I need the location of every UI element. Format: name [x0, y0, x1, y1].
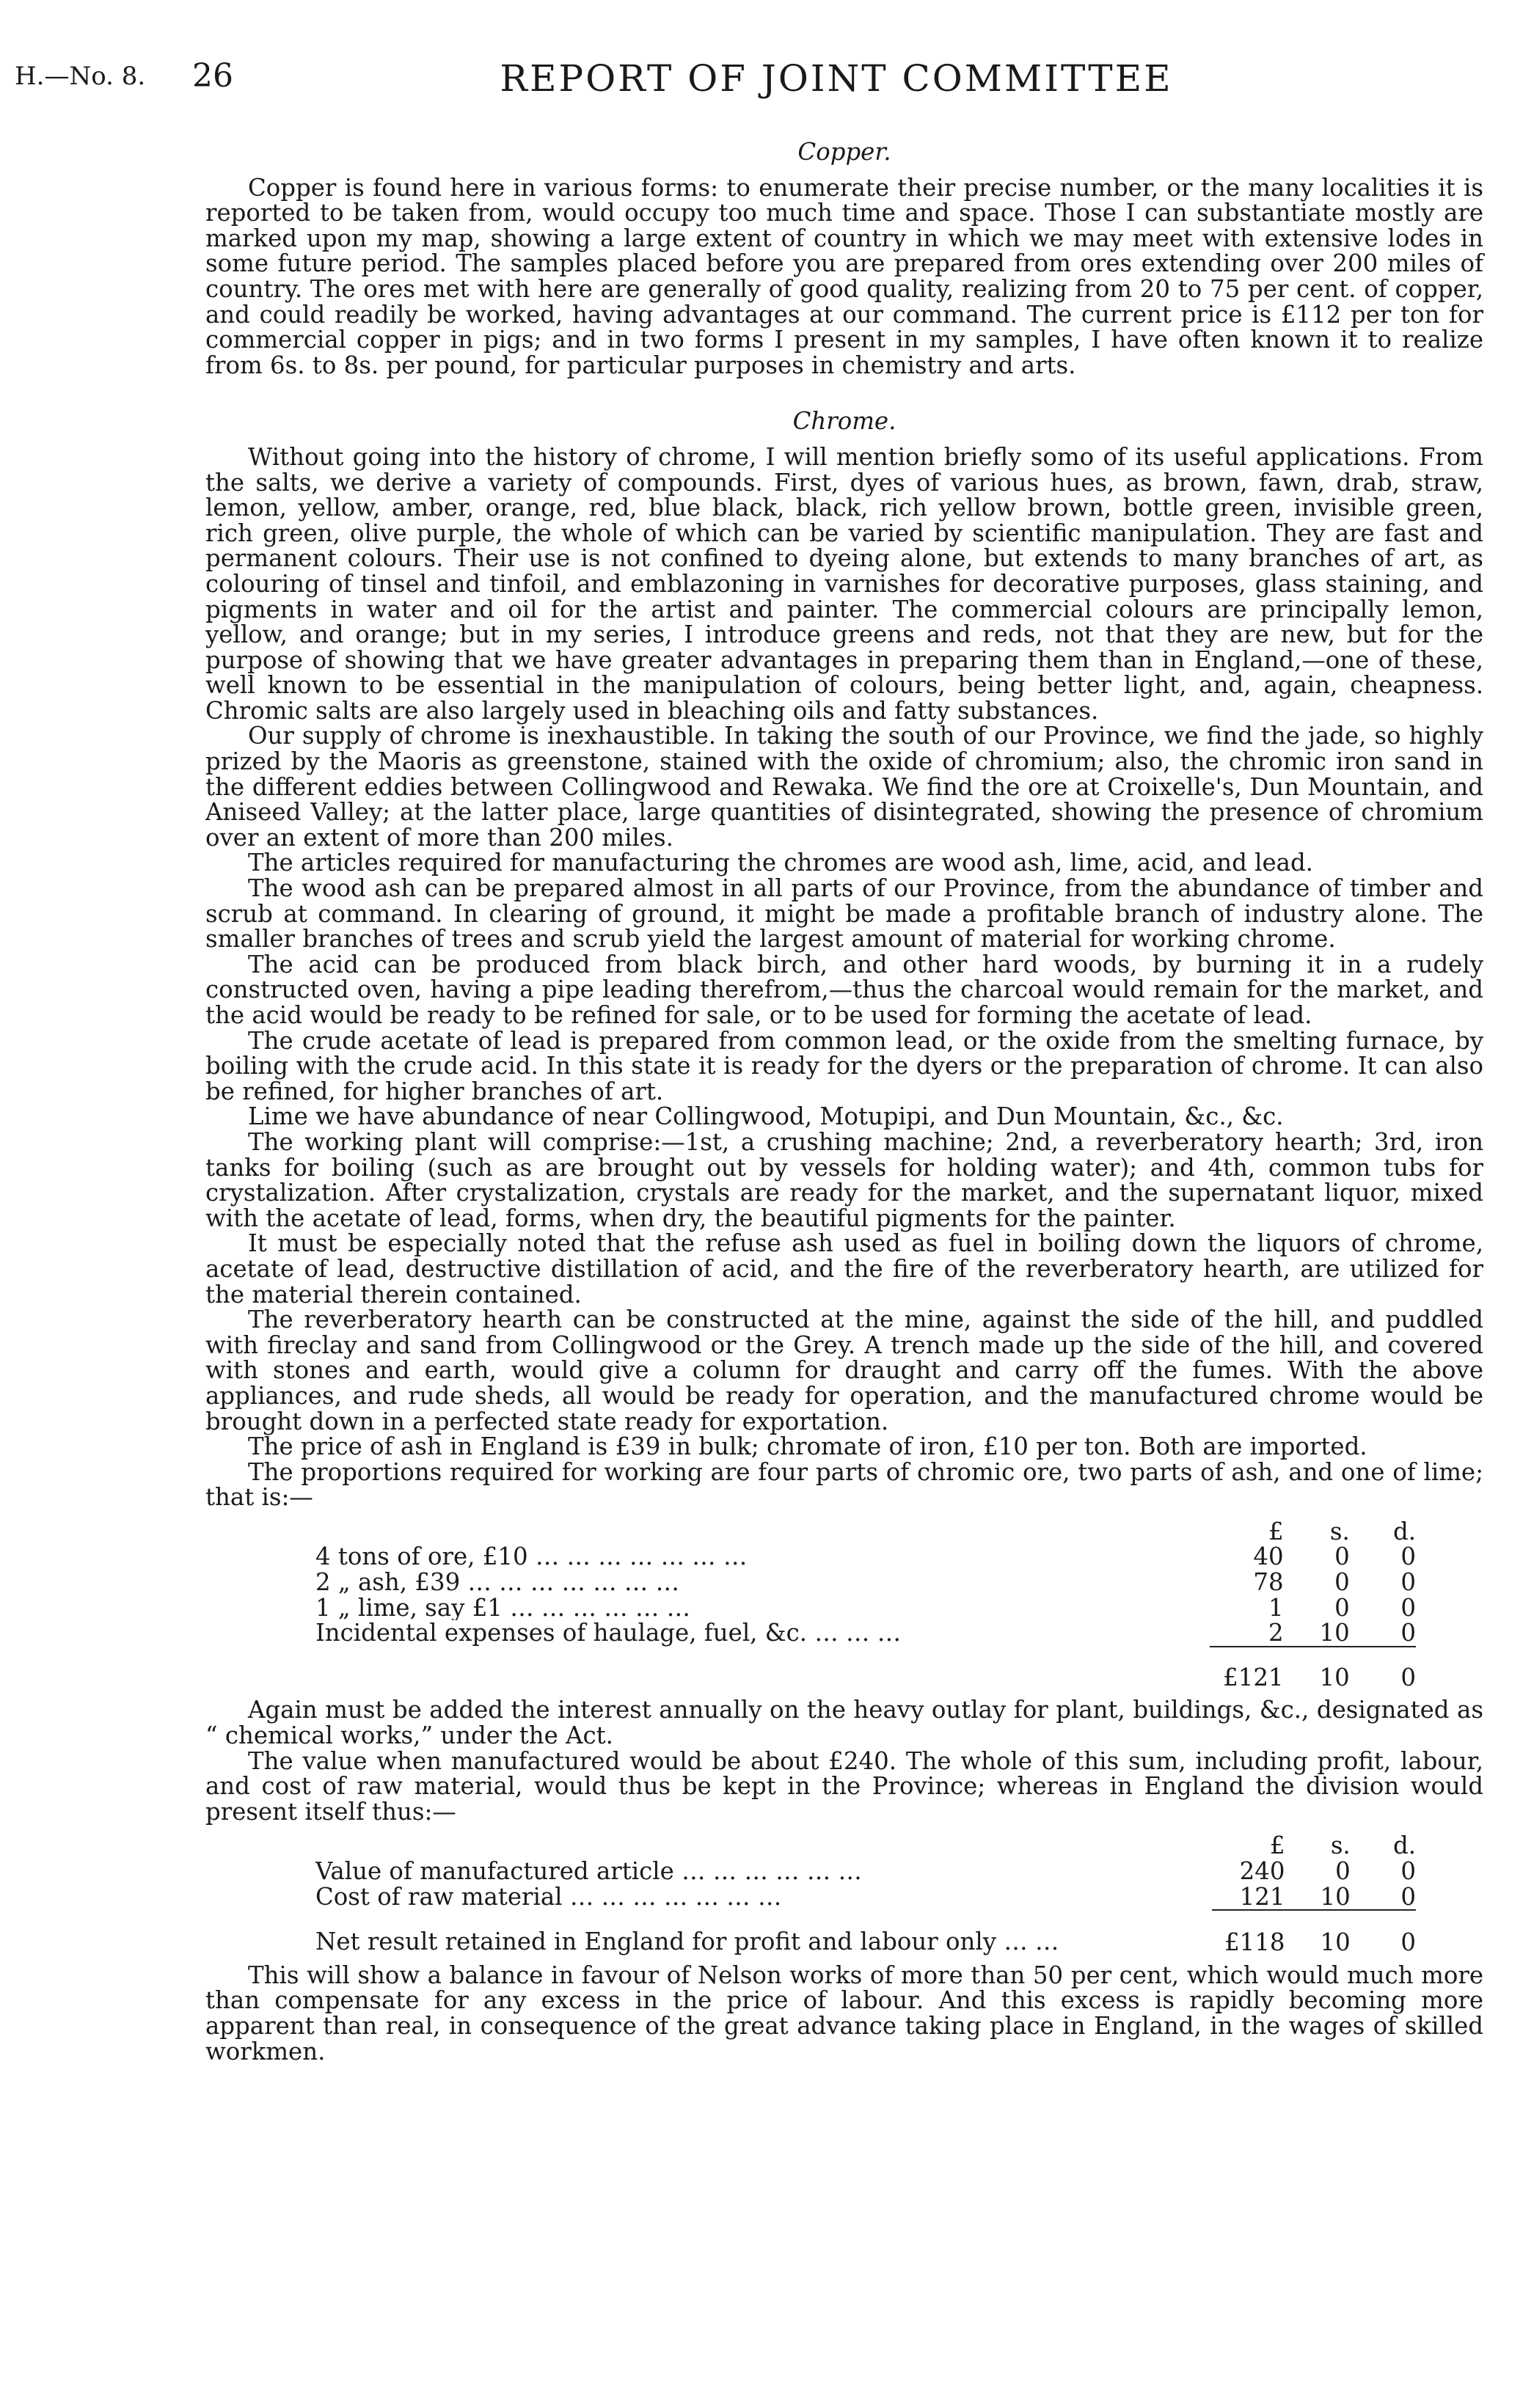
row-label: 4 tons of ore, £10 … … … … … … …	[315, 1544, 748, 1570]
pounds-value: 2	[1268, 1619, 1284, 1647]
page-header	[0, 57, 1534, 101]
pounds-value: 240	[1239, 1857, 1285, 1885]
pounds-column-head: £	[1269, 1831, 1285, 1860]
net-result-row	[315, 1910, 1416, 1955]
report-body	[205, 139, 1483, 2064]
shillings-value: 10	[1285, 1884, 1351, 1911]
row-label: 1 „ lime, say £1 … … … … … …	[315, 1595, 691, 1621]
total-pence: 0	[1350, 1647, 1416, 1691]
value-table-header	[315, 1824, 1416, 1859]
pence-value: 0	[1351, 1884, 1416, 1911]
paragraph: Again must be added the interest annually on the heavy outlay for plant, buildings, &c., designated as “ chemical works,” under the Act.	[205, 1696, 1483, 1750]
paragraph: It must be especially noted that the refuse ash used as fuel in boiling down the liquors of chrome, acetate of lead, destructive distillation of acid, and the fire of the reverberatory hearth, are utilized for the material therein contained.	[205, 1229, 1483, 1309]
table-row	[315, 1570, 1416, 1595]
paragraph: The crude acetate of lead is prepared from common lead, or the oxide from the smelting furnace, by boiling with the crude acid. In this state it is ready for the dyers or the preparation of chrome. It can also be refined, for higher branches of art.	[205, 1026, 1483, 1105]
pounds-value: 1	[1268, 1593, 1284, 1622]
shillings-column-head: s.	[1330, 1831, 1351, 1860]
pounds-column-head: £	[1268, 1517, 1284, 1545]
paragraph: The price of ash in England is £39 in bulk; chromate of iron, £10 per ton. Both are imported.	[248, 1432, 1367, 1461]
pence-value: 0	[1400, 1542, 1416, 1571]
table-row	[315, 1884, 1416, 1911]
table-row	[315, 1620, 1416, 1647]
paragraph: Our supply of chrome is inexhaustible. In taking the south of our Province, we find the jade, so highly prized by the Maoris as greenstone, stained with the oxide of chromium; also, the chromic iron sand in the different eddies between Collingwood and Rewaka. We find the ore at Croixelle's, Dun Mountain, and Aniseed Valley; at the latter place, large quantities of disintegrated, showing the presence of chromium over an extent of more than 200 miles.	[205, 722, 1483, 852]
paragraph: The wood ash can be prepared almost in all parts of our Province, from the abundance of timber and scrub at command. In clearing of ground, it might be made a profitable branch of industry alone. The smaller branches of trees and scrub yield the largest amount of material for working chrome.	[205, 874, 1483, 954]
shillings-value: 0	[1335, 1857, 1351, 1885]
pence-value: 0	[1400, 1593, 1416, 1622]
pence-value: 0	[1400, 1857, 1416, 1885]
pence-column-head: d.	[1392, 1517, 1416, 1545]
net-pence: 0	[1400, 1928, 1416, 1957]
cost-table-header	[315, 1510, 1416, 1545]
cost-table	[315, 1510, 1416, 1691]
table-row	[315, 1544, 1416, 1570]
net-result-label: Net result retained in England for profit and labour only … …	[315, 1928, 1059, 1955]
row-label: Value of manufactured article … … … … … …	[315, 1859, 862, 1884]
paragraph: This will show a balance in favour of Nelson works of more than 50 per cent, which would much more than compensate for any excess in the price of labour. And this excess is rapidly becoming more apparent than real, in consequence of the great advance taking place in England, in the wages of skilled workmen.	[205, 1961, 1483, 2065]
paragraph: Without going into the history of chrome, I will mention briefly somo of its useful applications. From the salts, we derive a variety of compounds. First, dyes of various hues, as brown, fawn, drab, straw, lemon, yellow, amber, orange, red, blue black, black, rich yellow brown, bottle green, invisible green, rich green, olive purple, the whole of which can be varied by scientific manipulation. They are fast and permanent colours. Their use is not confined to dyeing alone, but extends to many branches of art, as colouring of tinsel and tinfoil, and emblazoning in varnishes for decorative purposes, glass staining, and pigments in water and oil for the artist and painter. The commercial colours are principally lemon, yellow, and orange; but in my series, I introduce greens and reds, not that they are new, but for the purpose of showing that we have greater advantages in preparing them than in England,—one of these, well known to be essential in the manipulation of colours, being better light, and, again, cheapness. Chromic salts are also largely used in bleaching oils and fatty substances.	[205, 442, 1483, 725]
page-number: 26	[192, 57, 233, 95]
paragraph: The articles required for manufacturing the chromes are wood ash, lime, acid, and lead.	[248, 849, 1313, 877]
total-shillings: 10	[1284, 1647, 1350, 1691]
shillings-column-head: s.	[1329, 1517, 1350, 1545]
total-row	[315, 1647, 1416, 1691]
total-pounds: £121	[1210, 1647, 1283, 1691]
shillings-value: 0	[1334, 1568, 1350, 1597]
paragraph: Lime we have abundance of near Collingwood, Motupipi, and Dun Mountain, &c., &c.	[248, 1102, 1284, 1131]
net-shillings: 10	[1320, 1928, 1351, 1957]
value-table	[315, 1824, 1416, 1955]
shillings-value: 0	[1334, 1542, 1350, 1571]
shillings-value: 0	[1334, 1593, 1350, 1622]
pence-value: 0	[1400, 1619, 1416, 1647]
section-heading-copper: Copper.	[797, 138, 891, 166]
net-pounds: £118	[1224, 1928, 1285, 1957]
paragraph: Copper is found here in various forms: to enumerate their precise number, or the many localities it is reported to be taken from, would occupy too much time and space. Those I can substantiate mostly are marked upon my map, showing a large extent of country in which we may meet with extensive lodes in some future period. The samples placed before you are prepared from ores extending over 200 miles of country. The ores met with here are generally of good quality, realizing from 20 to 75 per cent. of copper, and could readily be worked, having advantages at our command. The current price is £112 per ton for commercial copper in pigs; and in two forms I present in my samples, I have often known it to realize from 6s. to 8s. per pound, for particular purposes in chemistry and arts.	[205, 173, 1483, 379]
pounds-value: 78	[1253, 1568, 1284, 1597]
paragraph: The proportions required for working are four parts of chromic ore, two parts of ash, and one of lime; that is:—	[205, 1457, 1483, 1512]
document-reference: H.—No. 8.	[15, 62, 146, 91]
pence-value: 0	[1400, 1568, 1416, 1597]
page-title: REPORT OF JOINT COMMITTEE	[500, 57, 1173, 100]
pence-column-head: d.	[1392, 1831, 1416, 1860]
table-row	[315, 1859, 1416, 1884]
row-label: Incidental expenses of haulage, fuel, &c. … … …	[315, 1620, 902, 1647]
paragraph: The reverberatory hearth can be constructed at the mine, against the side of the hill, and puddled with fireclay and sand from Collingwood or the Grey. A trench made up the side of the hill, and covered with stones and earth, would give a column for draught and carry off the fumes. With the above appliances, and rude sheds, all would be ready for operation, and the manufactured chrome would be brought down in a perfected state ready for exportation.	[205, 1306, 1483, 1435]
row-label: Cost of raw material … … … … … … …	[315, 1884, 782, 1911]
paragraph: The working plant will comprise:—1st, a crushing machine; 2nd, a reverberatory hearth; 3rd, iron tanks for boiling (such as are brought out by vessels for holding water); and 4th, common tubs for crystalization. After crystalization, crystals are ready for the market, and the supernatant liquor, mixed with the acetate of lead, forms, when dry, the beautiful pigments for the painter.	[205, 1127, 1483, 1232]
section-heading-chrome: Chrome.	[792, 407, 896, 436]
pounds-value: 121	[1212, 1884, 1285, 1911]
paragraph: The acid can be produced from black birch, and other hard woods, by burning it in a rudely constructed oven, having a pipe leading therefrom,—thus the charcoal would remain for the market, and the acid would be ready to be refined for sale, or to be used for forming the acetate of lead.	[205, 950, 1483, 1029]
row-label: 2 „ ash, £39 … … … … … … …	[315, 1570, 679, 1595]
pounds-value: 40	[1253, 1542, 1284, 1571]
shillings-value: 10	[1319, 1619, 1350, 1647]
table-row	[315, 1595, 1416, 1621]
paragraph: The value when manufactured would be about £240. The whole of this sum, including profit, labour, and cost of raw material, would thus be kept in the Province; whereas in England the division would present itself thus:—	[205, 1746, 1483, 1826]
